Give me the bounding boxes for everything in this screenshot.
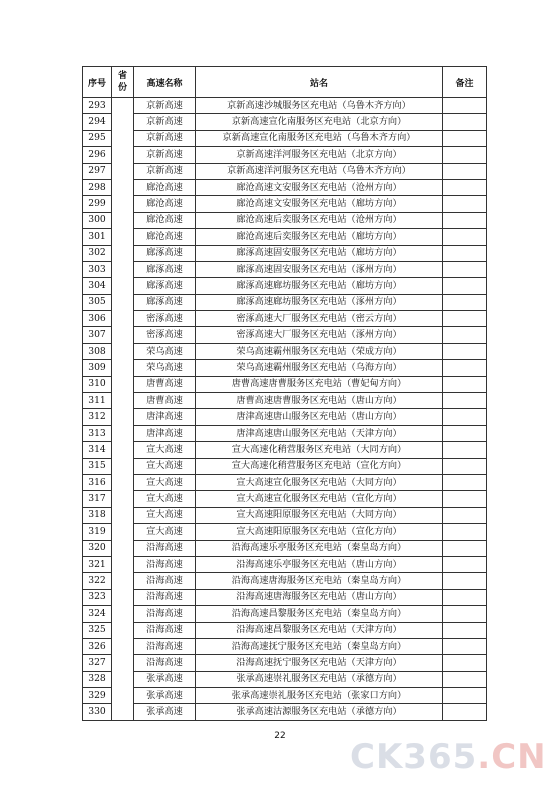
- cell-highway: 唐曹高速: [134, 393, 196, 409]
- cell-highway: 张承高速: [134, 704, 196, 720]
- cell-note: [443, 409, 487, 425]
- cell-no: 317: [83, 491, 112, 507]
- cell-no: 319: [83, 524, 112, 540]
- cell-highway: 沿海高速: [134, 573, 196, 589]
- cell-note: [443, 671, 487, 687]
- table-row: [83, 98, 487, 114]
- table-row: [83, 278, 487, 294]
- table-row: [83, 540, 487, 556]
- cell-station: 廊沧高速文安服务区充电站（廊坊方向）: [196, 196, 443, 212]
- cell-note: [443, 524, 487, 540]
- cell-station: 宣大高速化稍营服务区充电站（大同方向）: [196, 442, 443, 458]
- table-row: [83, 360, 487, 376]
- table-row: [83, 311, 487, 327]
- cell-no: 329: [83, 688, 112, 704]
- cell-highway: 京新高速: [134, 98, 196, 114]
- cell-highway: 宣大高速: [134, 507, 196, 523]
- cell-highway: 唐津高速: [134, 425, 196, 441]
- cell-note: [443, 114, 487, 130]
- cell-highway: 京新高速: [134, 163, 196, 179]
- cell-station: 京新高速洋河服务区充电站（北京方向）: [196, 147, 443, 163]
- cell-note: [443, 458, 487, 474]
- cell-station: 宣大高速阳原服务区充电站（宣化方向）: [196, 524, 443, 540]
- cell-note: [443, 491, 487, 507]
- cell-note: [443, 98, 487, 114]
- cell-highway: 宣大高速: [134, 442, 196, 458]
- table-row: [83, 606, 487, 622]
- cell-note: [443, 278, 487, 294]
- cell-station: 廊沧高速后奕服务区充电站（廊坊方向）: [196, 229, 443, 245]
- cell-station: 荣乌高速霸州服务区充电站（乌海方向）: [196, 360, 443, 376]
- cell-note: [443, 704, 487, 720]
- cell-note: [443, 474, 487, 490]
- cell-note: [443, 261, 487, 277]
- cell-note: [443, 163, 487, 179]
- table-body: [83, 98, 487, 721]
- table-row: [83, 622, 487, 638]
- cell-no: 308: [83, 343, 112, 359]
- cell-no: 318: [83, 507, 112, 523]
- table-row: [83, 393, 487, 409]
- cell-no: 299: [83, 196, 112, 212]
- cell-highway: 唐曹高速: [134, 376, 196, 392]
- cell-station: 廊沧高速后奕服务区充电站（沧州方向）: [196, 212, 443, 228]
- cell-no: 330: [83, 704, 112, 720]
- cell-note: [443, 442, 487, 458]
- cell-no: 322: [83, 573, 112, 589]
- cell-highway: 张承高速: [134, 688, 196, 704]
- cell-no: 301: [83, 229, 112, 245]
- header-province: [112, 67, 134, 98]
- cell-station: 张承高速崇礼服务区充电站（张家口方向）: [196, 688, 443, 704]
- cell-highway: 京新高速: [134, 130, 196, 146]
- cell-highway: 沿海高速: [134, 655, 196, 671]
- cell-highway: 张承高速: [134, 671, 196, 687]
- cell-no: 328: [83, 671, 112, 687]
- cell-station: 沿海高速抚宁服务区充电站（天津方向）: [196, 655, 443, 671]
- cell-highway: 廊沧高速: [134, 212, 196, 228]
- table-row: [83, 294, 487, 310]
- cell-no: 297: [83, 163, 112, 179]
- cell-no: 296: [83, 147, 112, 163]
- table-row: [83, 458, 487, 474]
- cell-station: 沿海高速唐海服务区充电站（唐山方向）: [196, 589, 443, 605]
- cell-highway: 廊涿高速: [134, 261, 196, 277]
- cell-note: [443, 212, 487, 228]
- watermark-main: CK365: [350, 737, 478, 777]
- cell-note: [443, 245, 487, 261]
- cell-highway: 宣大高速: [134, 458, 196, 474]
- cell-no: 304: [83, 278, 112, 294]
- cell-highway: 廊涿高速: [134, 294, 196, 310]
- table-row: [83, 589, 487, 605]
- table-row: [83, 343, 487, 359]
- cell-note: [443, 196, 487, 212]
- cell-station: 唐曹高速唐曹服务区充电站（唐山方向）: [196, 393, 443, 409]
- header-note: 备注: [443, 67, 487, 98]
- cell-note: [443, 507, 487, 523]
- cell-no: 312: [83, 409, 112, 425]
- cell-note: [443, 343, 487, 359]
- cell-no: 325: [83, 622, 112, 638]
- cell-note: [443, 130, 487, 146]
- cell-note: [443, 229, 487, 245]
- cell-station: 廊涿高速固安服务区充电站（涿州方向）: [196, 261, 443, 277]
- cell-highway: 沿海高速: [134, 556, 196, 572]
- cell-station: 密涿高速大厂服务区充电站（密云方向）: [196, 311, 443, 327]
- cell-note: [443, 327, 487, 343]
- cell-station: 宣大高速宣化服务区充电站（大同方向）: [196, 474, 443, 490]
- header-no: 序号: [83, 67, 112, 98]
- cell-note: [443, 179, 487, 195]
- cell-station: 廊涿高速固安服务区充电站（廊坊方向）: [196, 245, 443, 261]
- cell-note: [443, 393, 487, 409]
- cell-station: 京新高速宣化南服务区充电站（北京方向）: [196, 114, 443, 130]
- cell-no: 309: [83, 360, 112, 376]
- cell-highway: 沿海高速: [134, 589, 196, 605]
- cell-station: 唐曹高速唐曹服务区充电站（曹妃甸方向）: [196, 376, 443, 392]
- cell-highway: 密涿高速: [134, 311, 196, 327]
- header-highway: 高速名称: [134, 67, 196, 98]
- cell-highway: 沿海高速: [134, 606, 196, 622]
- header-province-label: 省 份: [117, 71, 127, 93]
- cell-no: 320: [83, 540, 112, 556]
- cell-note: [443, 556, 487, 572]
- cell-highway: 廊涿高速: [134, 245, 196, 261]
- table-row: [83, 638, 487, 654]
- cell-no: 307: [83, 327, 112, 343]
- cell-note: [443, 622, 487, 638]
- cell-station: 密涿高速大厂服务区充电站（涿州方向）: [196, 327, 443, 343]
- cell-no: 300: [83, 212, 112, 228]
- table-row: [83, 179, 487, 195]
- cell-highway: 沿海高速: [134, 540, 196, 556]
- table-row: [83, 163, 487, 179]
- table-row: [83, 671, 487, 687]
- table-row: [83, 229, 487, 245]
- table-row: [83, 425, 487, 441]
- cell-note: [443, 294, 487, 310]
- cell-no: 315: [83, 458, 112, 474]
- table-row: [83, 491, 487, 507]
- cell-no: 326: [83, 638, 112, 654]
- table-row: [83, 442, 487, 458]
- cell-highway: 廊沧高速: [134, 196, 196, 212]
- table-header-row: [83, 67, 487, 98]
- cell-highway: 廊沧高速: [134, 229, 196, 245]
- cell-station: 沿海高速乐亭服务区充电站（唐山方向）: [196, 556, 443, 572]
- cell-highway: 廊涿高速: [134, 278, 196, 294]
- cell-no: 311: [83, 393, 112, 409]
- watermark-accent: .CN: [477, 737, 547, 777]
- header-station: 站名: [196, 67, 443, 98]
- table-row: [83, 507, 487, 523]
- cell-highway: 密涿高速: [134, 327, 196, 343]
- cell-station: 沿海高速昌黎服务区充电站（天津方向）: [196, 622, 443, 638]
- cell-no: 313: [83, 425, 112, 441]
- cell-station: 廊涿高速廊坊服务区充电站（廊坊方向）: [196, 278, 443, 294]
- cell-station: 京新高速沙城服务区充电站（乌鲁木齐方向）: [196, 98, 443, 114]
- cell-no: 298: [83, 179, 112, 195]
- cell-no: 323: [83, 589, 112, 605]
- cell-no: 305: [83, 294, 112, 310]
- cell-station: 沿海高速抚宁服务区充电站（秦皇岛方向）: [196, 638, 443, 654]
- cell-no: 314: [83, 442, 112, 458]
- cell-highway: 廊沧高速: [134, 179, 196, 195]
- cell-note: [443, 425, 487, 441]
- cell-station: 沿海高速昌黎服务区充电站（秦皇岛方向）: [196, 606, 443, 622]
- cell-note: [443, 311, 487, 327]
- page-number: 22: [274, 731, 286, 741]
- cell-station: 廊沧高速文安服务区充电站（沧州方向）: [196, 179, 443, 195]
- table-row: [83, 376, 487, 392]
- cell-no: 321: [83, 556, 112, 572]
- table-row: [83, 655, 487, 671]
- cell-note: [443, 589, 487, 605]
- cell-no: 316: [83, 474, 112, 490]
- cell-no: 295: [83, 130, 112, 146]
- cell-station: 张承高速沽源服务区充电站（承德方向）: [196, 704, 443, 720]
- cell-note: [443, 147, 487, 163]
- table-row: [83, 147, 487, 163]
- cell-highway: 沿海高速: [134, 638, 196, 654]
- table-row: [83, 196, 487, 212]
- table-row: [83, 261, 487, 277]
- cell-station: 沿海高速乐亭服务区充电站（秦皇岛方向）: [196, 540, 443, 556]
- cell-note: [443, 573, 487, 589]
- cell-station: 京新高速洋河服务区充电站（乌鲁木齐方向）: [196, 163, 443, 179]
- cell-highway: 宣大高速: [134, 474, 196, 490]
- cell-no: 302: [83, 245, 112, 261]
- table-row: [83, 327, 487, 343]
- cell-note: [443, 540, 487, 556]
- cell-station: 唐津高速唐山服务区充电站（天津方向）: [196, 425, 443, 441]
- table-row: [83, 573, 487, 589]
- watermark-logo: [350, 737, 547, 777]
- cell-note: [443, 638, 487, 654]
- cell-station: 京新高速宣化南服务区充电站（乌鲁木齐方向）: [196, 130, 443, 146]
- cell-highway: 京新高速: [134, 147, 196, 163]
- table-row: [83, 704, 487, 720]
- cell-no: 324: [83, 606, 112, 622]
- cell-no: 327: [83, 655, 112, 671]
- cell-province: [112, 98, 134, 721]
- cell-highway: 宣大高速: [134, 491, 196, 507]
- table-row: [83, 212, 487, 228]
- table-row: [83, 556, 487, 572]
- cell-no: 303: [83, 261, 112, 277]
- cell-station: 张承高速崇礼服务区充电站（承德方向）: [196, 671, 443, 687]
- table-row: [83, 409, 487, 425]
- cell-highway: 唐津高速: [134, 409, 196, 425]
- cell-note: [443, 360, 487, 376]
- cell-station: 宣大高速宣化服务区充电站（宣化方向）: [196, 491, 443, 507]
- cell-no: 294: [83, 114, 112, 130]
- table-row: [83, 130, 487, 146]
- cell-highway: 沿海高速: [134, 622, 196, 638]
- cell-highway: 宣大高速: [134, 524, 196, 540]
- charging-station-table: [82, 66, 487, 721]
- cell-note: [443, 606, 487, 622]
- cell-no: 310: [83, 376, 112, 392]
- cell-note: [443, 688, 487, 704]
- table-row: [83, 245, 487, 261]
- cell-no: 293: [83, 98, 112, 114]
- cell-highway: 京新高速: [134, 114, 196, 130]
- cell-station: 宣大高速阳原服务区充电站（大同方向）: [196, 507, 443, 523]
- cell-station: 荣乌高速霸州服务区充电站（荣成方向）: [196, 343, 443, 359]
- table-row: [83, 524, 487, 540]
- cell-no: 306: [83, 311, 112, 327]
- cell-highway: 荣乌高速: [134, 360, 196, 376]
- cell-station: 沿海高速唐海服务区充电站（秦皇岛方向）: [196, 573, 443, 589]
- cell-note: [443, 376, 487, 392]
- cell-station: 宣大高速化稍营服务区充电站（宣化方向）: [196, 458, 443, 474]
- table-row: [83, 688, 487, 704]
- cell-highway: 荣乌高速: [134, 343, 196, 359]
- cell-note: [443, 655, 487, 671]
- table-row: [83, 474, 487, 490]
- table-row: [83, 114, 487, 130]
- cell-station: 廊涿高速廊坊服务区充电站（涿州方向）: [196, 294, 443, 310]
- cell-station: 唐津高速唐山服务区充电站（唐山方向）: [196, 409, 443, 425]
